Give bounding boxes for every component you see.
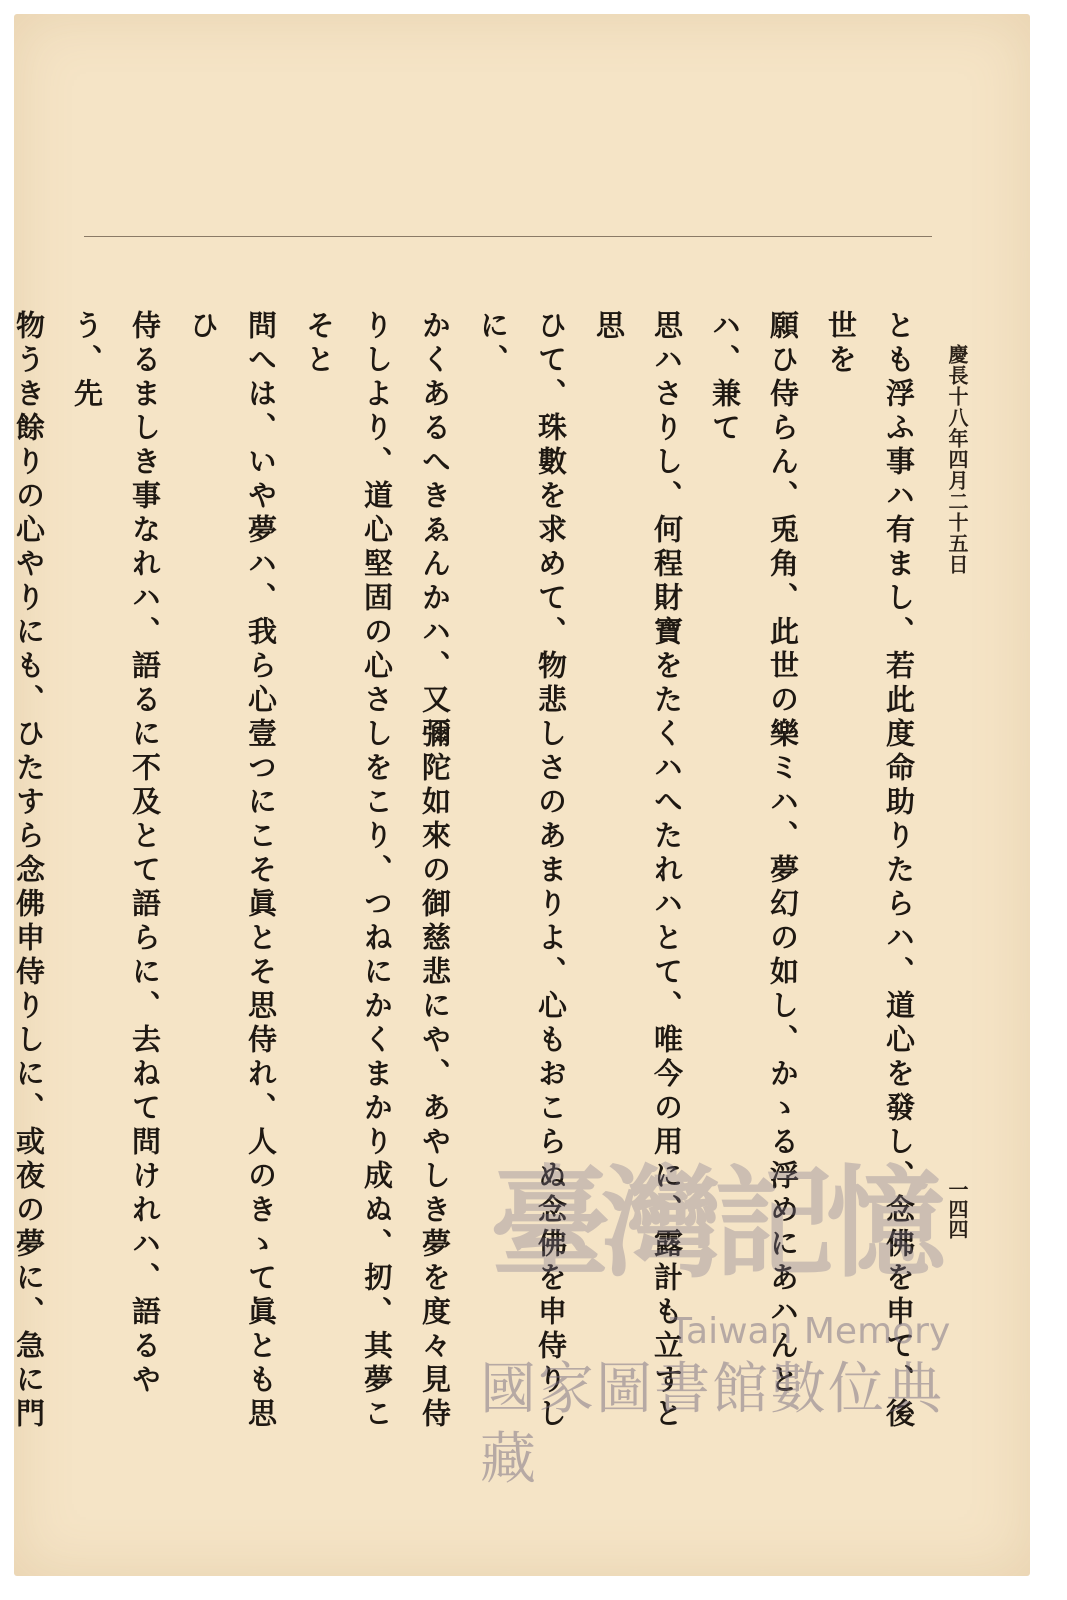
watermark-chinese: 國家圖書館數位典藏	[480, 1357, 944, 1492]
watermark-english: Taiwan Memory	[670, 1311, 951, 1352]
text-line-6: りしより、道心堅固の心さしをこり、つねにかくまかり成ぬ、扨、其夢こそと	[302, 310, 394, 1432]
header-date: 慶長十八年四月二十五日	[945, 344, 969, 575]
text-line-9: 物うき餘りの心やりにも、ひたすら念佛申侍りしに、或夜の夢に、急に門	[12, 310, 46, 1432]
text-line-1: とも浮ふ事ハ有まし、若此度命助りたらハ、道心を發し、念佛を申て、後世を	[824, 310, 916, 1432]
text-line-5: かくあるへきゑんかハ、又彌陀如來の御慈悲にや、あやしき夢を度々見侍	[418, 310, 452, 1432]
text-line-2: 願ひ侍らん、兎角、此世の樂ミハ、夢幻の如し、かゝる浮めにあハんとハ、兼て	[708, 310, 800, 1398]
header-rule	[84, 236, 932, 237]
body-text	[12, 310, 928, 1440]
page-number: 一四四	[945, 1179, 969, 1239]
text-line-3: 思ハさりし、何程財寶をたくハへたれハとて、唯今の用に、露計も立すと思	[592, 310, 684, 1432]
text-line-7: 問へは、いや夢ハ、我ら心壹つにこそ眞とそ思侍れ、人のきゝて眞とも思ひ	[186, 310, 278, 1432]
document-page	[14, 14, 1030, 1576]
text-line-8: 侍るましき事なれハ、語るに不及とて語らに、去ねて問けれハ、語るやう、先	[70, 310, 162, 1398]
watermark-logo: 臺灣記憶	[490, 1155, 938, 1294]
text-line-4: ひて、珠數を求めて、物悲しさのあまりよ、心もおこらぬ念佛を申侍りしに、	[476, 310, 568, 1432]
